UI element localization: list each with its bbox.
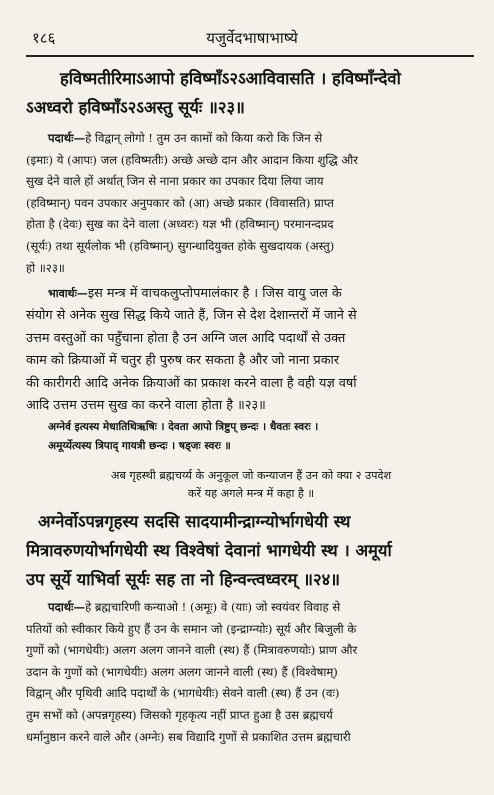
verse-line: हविष्मतीरिमाऽआपो हविष्माँऽ२ऽआविवासति । हविष्माँन्देवो — [60, 69, 401, 88]
metadata-line: अमूर्य्येत्यस्य त्रिपाद् गायत्री छन्दः । षड्जः स्वरः ॥ — [48, 440, 231, 452]
padarth-23 — [26, 128, 476, 279]
verse-line: उप सूर्ये याभिर्वा सूर्यः सह ता नो हिन्वन्त्वध्वरम् ॥२४॥ — [26, 570, 341, 589]
prose-line: पतियों को स्वीकार किये हुए हैं उन के समान जो (इन्द्राग्न्योः) सूर्य और बिजुली के — [26, 621, 357, 636]
header-rule — [26, 55, 474, 57]
padarth-label: पदार्थः— — [48, 600, 86, 614]
prose-line: काम को क्रियाओं में चतुर ही पुरुष कर सकता है और जो नाना प्रकार — [26, 353, 340, 369]
bhavarth-label: भावार्थः— — [48, 287, 88, 300]
verse-line: अग्नेर्वोऽपन्नगृहस्य सदसि सादयामीन्द्राग्न्योर्भागधेयी स्थ — [38, 512, 351, 531]
prose-line: धर्मानुष्ठान करने वाले और (अग्नेः) सब विद्यादि गुणों से प्रकाशित उत्तम ब्रह्मचारी — [26, 729, 351, 744]
prose-line: संयोग से अनेक सुख सिद्ध किये जाते हैं, जिन से देश देशान्तरों में जाने से — [26, 308, 357, 324]
verse-intro — [26, 467, 476, 503]
prose-line: इस मन्त्र में वाचकलुप्तोपमालंकार है । जिस वायु जल के — [87, 286, 342, 301]
prose-line: उत्तम वस्तुओं का पहुँचाना होता है उन अग्नि जल आदि पदार्थों से उक्त — [26, 330, 346, 346]
bhavarth-23 — [26, 283, 476, 417]
padarth-24 — [26, 597, 476, 748]
verse-metadata — [26, 418, 476, 456]
page-number: १८६ — [32, 29, 56, 47]
prose-line: आदि उत्तम उत्तम सुख का करने वाला होता है ॥२३॥ — [26, 398, 266, 414]
prose-line: हे ब्रह्मचारिणी कन्याओ ! (अमूः) वे (याः) जो स्वयंवर विवाह से — [85, 600, 341, 614]
prose-line: हे विद्वान् लोगो ! तुम उन कामों को किया करो कि जिन से — [85, 131, 323, 145]
prose-line: (इमाः) ये (आपः) जल (हविष्मतीः) अच्छे अच्छे दान और आदान किया शुद्धि और — [26, 152, 358, 167]
prose-line: होता है (देवः) सुख का देने वाला (अध्वरः) यज्ञ भी (हविष्मान्) परमानन्दप्रद — [26, 217, 334, 232]
verse-line: मित्रावरुणयोर्भागधेयी स्थ विश्वेषां देवानां भागधेयी स्थ । अमूर्या — [26, 541, 392, 560]
metadata-line: अग्नेर्व इत्यस्य मेधातिथिऋषिः । देवता आपो त्रिष्टुप् छन्दः । धैवतः स्वरः । — [48, 421, 319, 433]
prose-line: (हविष्मान्) पवन उपकार अनुपकार को (आ) अच्छे प्रकार (विवासति) प्राप्त — [26, 195, 334, 210]
prose-line: उदान के गुणों को (भागधेयीः) अलग अलग जानने वाली (स्थ) हैं (विश्वेषाम्) — [26, 664, 338, 679]
page-header — [26, 28, 478, 50]
verse-23 — [26, 64, 476, 122]
prose-line: विद्वान् और पृथिवी आदि पदार्थों के (भागधेयीः) सेवने वाली (स्थ) हैं उन (वः) — [26, 686, 340, 701]
intro-line: करें यह अगले मन्त्र में कहा है ॥ — [187, 487, 315, 500]
verse-line: ऽअध्वरो हविष्माँऽ२ऽअस्तु सूर्यः ॥२३॥ — [26, 98, 245, 117]
verse-24 — [26, 507, 476, 594]
prose-line: हो ॥२३॥ — [26, 260, 65, 275]
intro-line: अब गृहस्थी ब्रह्मचर्य्य के अनुकूल जो कन्याजन हैं उन को क्या २ उपदेश — [110, 469, 392, 482]
padarth-label: पदार्थः— — [48, 131, 86, 145]
prose-line: तुम सभों को (अपन्नगृहस्य) जिसको गृहकृत्य नहीं प्राप्त हुआ है उस ब्रह्मचर्य — [26, 707, 333, 722]
prose-line: (सूर्यः) तथा सूर्यलोक भी (हविष्मान्) सुगन्धादियुक्त होके सुखदायक (अस्तु) — [26, 238, 335, 253]
prose-line: सुख देने वाले हों अर्थात् जिन से नाना प्रकार का उपकार दिया लिया जाय — [26, 174, 324, 189]
prose-line: की कारीगरी आदि अनेक क्रियाओं का प्रकाश करने वाला है वही यज्ञ वर्षा — [26, 375, 357, 391]
prose-line: गुणों को (भागधेयीः) अलग अलग जानने वाली (स्थ) हैं (मित्रावरुणयोः) प्राण और — [26, 643, 358, 658]
running-title: यजुर्वेदभाषाभाष्ये — [206, 29, 298, 47]
